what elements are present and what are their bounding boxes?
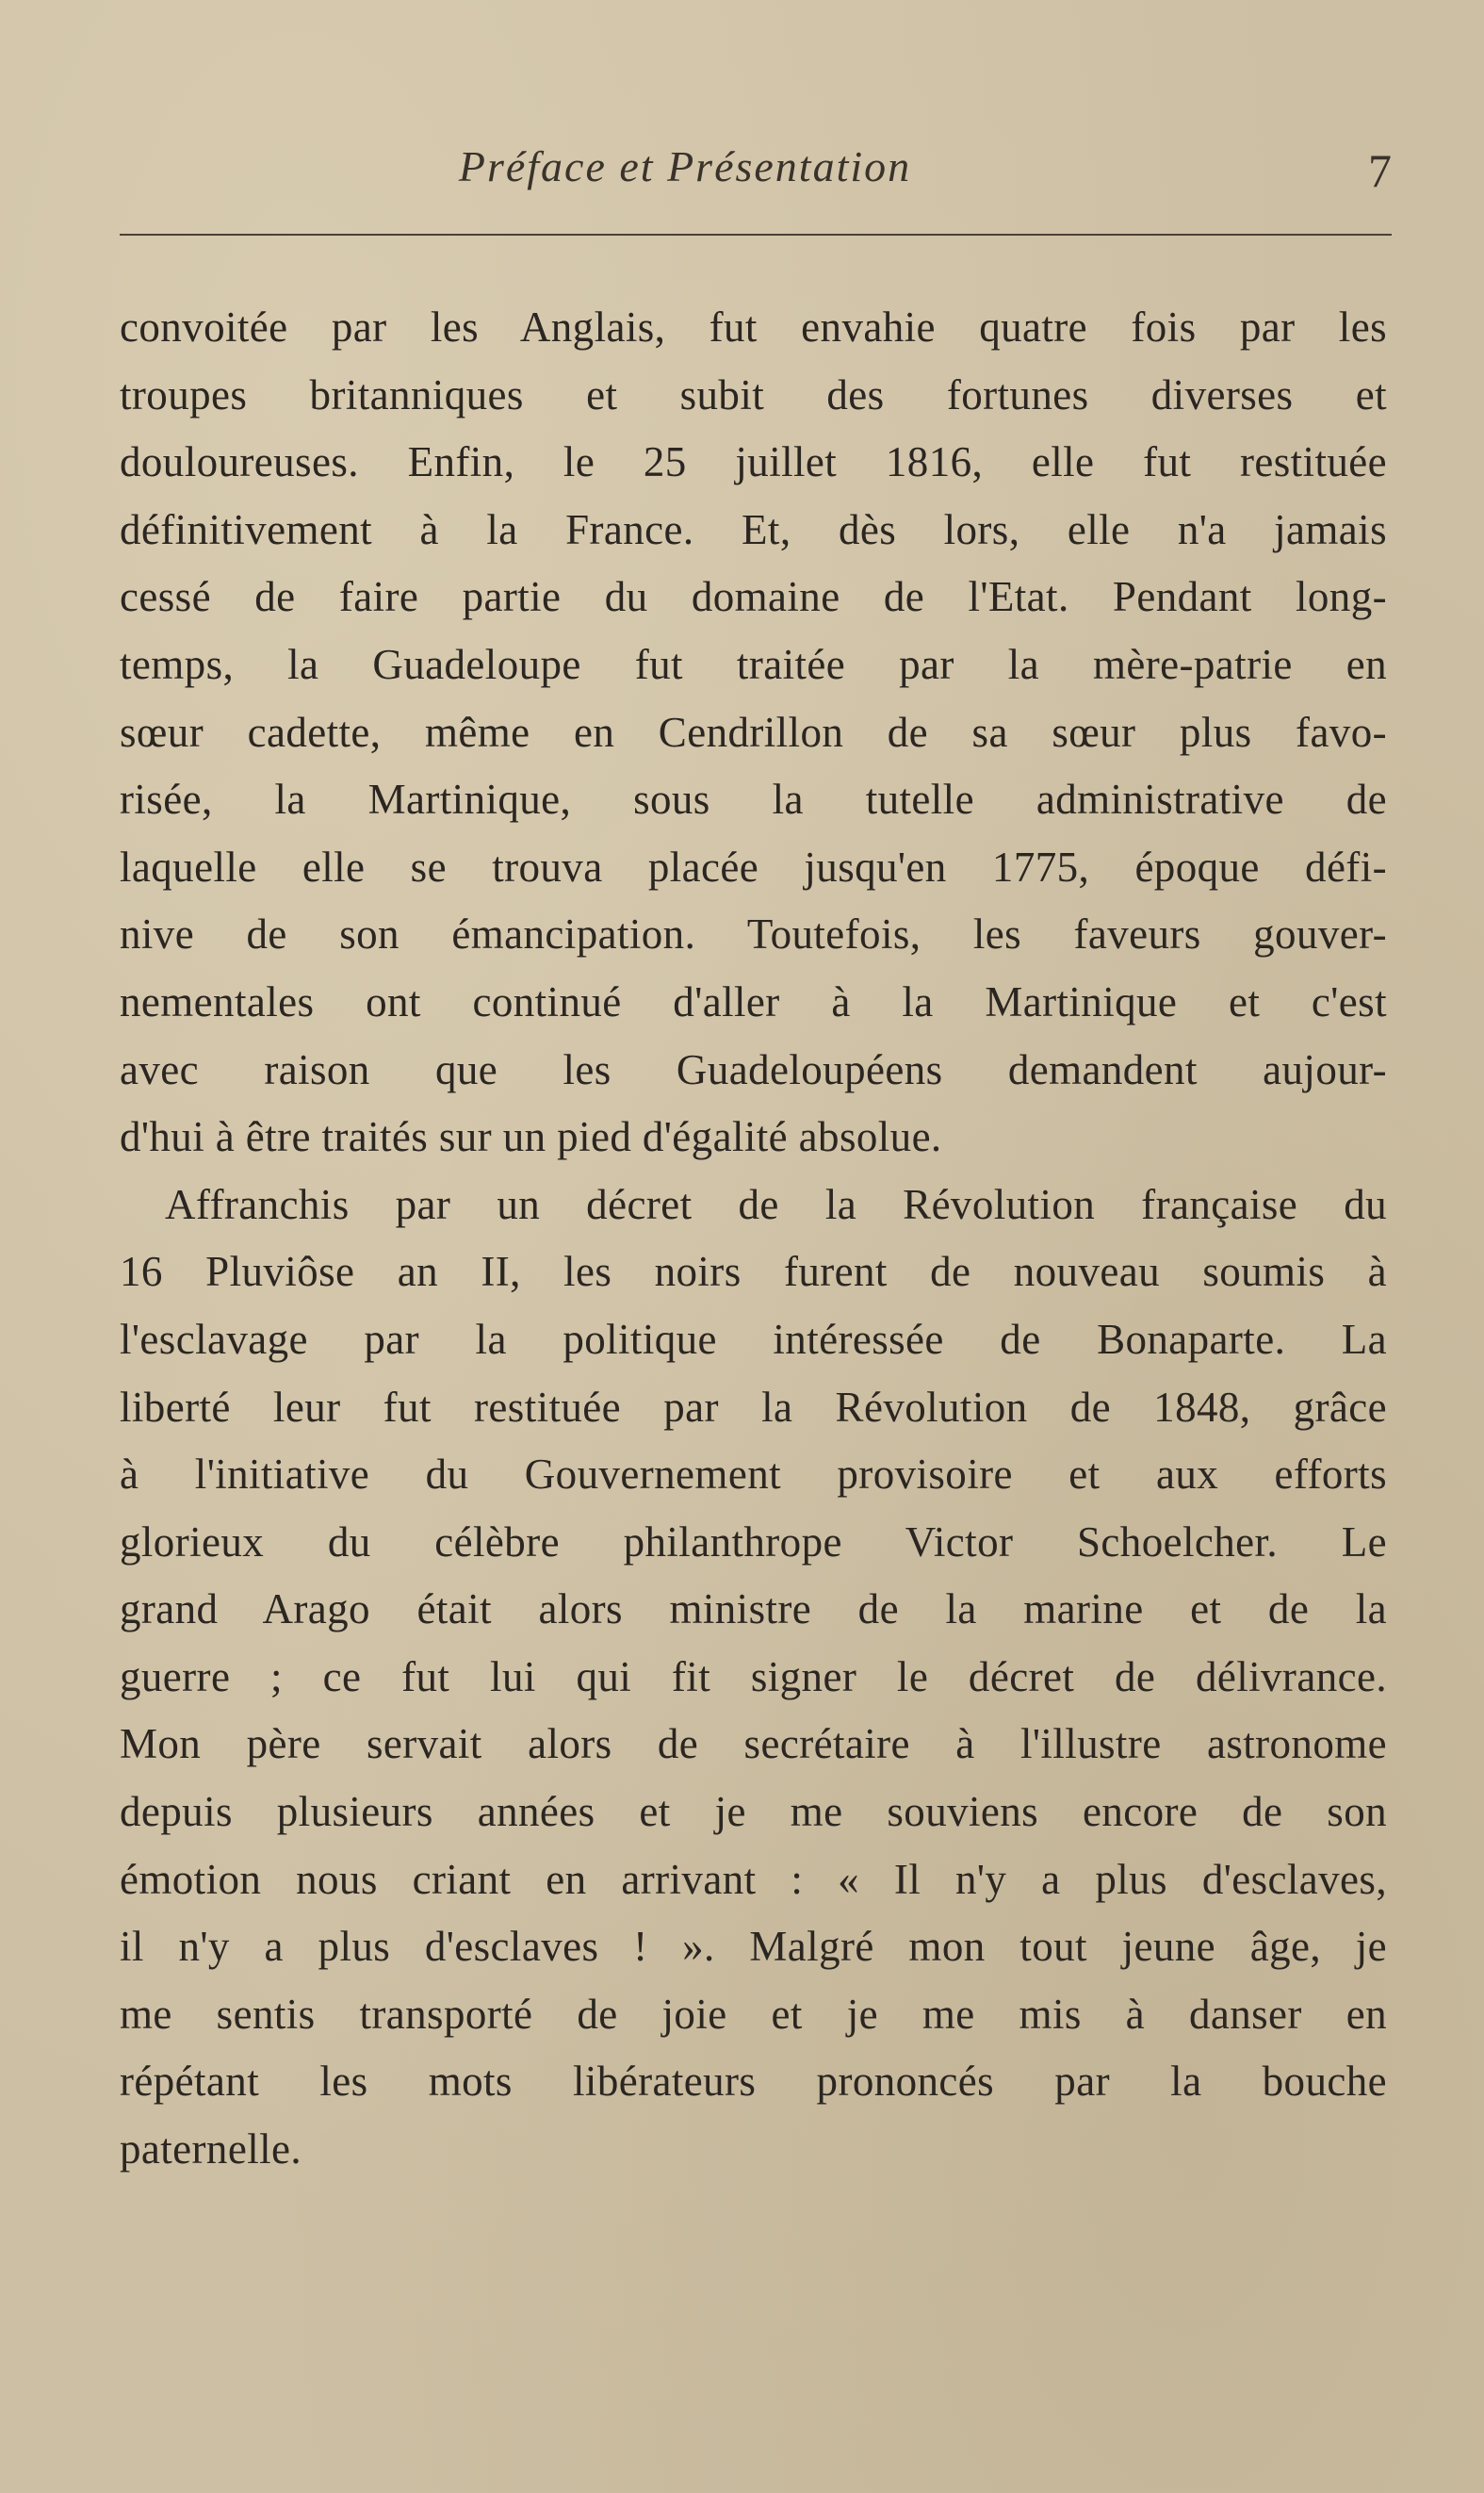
text-line: liberté leur fut restituée par la Révolution de 1848, grâce: [120, 1383, 1387, 1431]
text-line: définitivement à la France. Et, dès lors, elle n'a jamais: [120, 505, 1387, 553]
text-line: cessé de faire partie du domaine de l'Etat. Pendant long-: [120, 573, 1387, 621]
text-line: répétant les mots libérateurs prononcés par la bouche: [120, 2058, 1387, 2106]
body-text: [120, 294, 1387, 2184]
text-line: laquelle elle se trouva placée jusqu'en 1775, époque défi-: [120, 843, 1387, 891]
text-line: guerre ; ce fut lui qui fit signer le décret de délivrance.: [120, 1652, 1387, 1700]
text-line: l'esclavage par la politique intéressée de Bonaparte. La: [120, 1315, 1387, 1363]
text-line: convoitée par les Anglais, fut envahie quatre fois par les: [120, 303, 1387, 351]
text-line: risée, la Martinique, sous la tutelle administrative de: [120, 776, 1387, 824]
page-number: 7: [1368, 144, 1392, 197]
paragraph-1: [120, 294, 1387, 1172]
text-line: temps, la Guadeloupe fut traitée par la mère-patrie en: [120, 640, 1387, 688]
text-line: à l'initiative du Gouvernement provisoire et aux efforts: [120, 1451, 1387, 1499]
text-line: il n'y a plus d'esclaves ! ». Malgré mon tout jeune âge, je: [120, 1923, 1387, 1971]
text-line: avec raison que les Guadeloupéens demandent aujour-: [120, 1045, 1387, 1093]
text-line: paternelle.: [120, 2125, 302, 2173]
running-head: [120, 141, 1392, 207]
text-line: d'hui à être traités sur un pied d'égalité absolue.: [120, 1113, 942, 1161]
text-line: Mon père servait alors de secrétaire à l'illustre astronome: [120, 1720, 1387, 1768]
text-line: grand Arago était alors ministre de la marine et de la: [120, 1585, 1387, 1633]
text-line: glorieux du célèbre philanthrope Victor Schoelcher. Le: [120, 1517, 1387, 1566]
running-title: Préface et Présentation: [458, 142, 912, 190]
text-line: douloureuses. Enfin, le 25 juillet 1816, elle fut restituée: [120, 438, 1387, 486]
paragraph-2: [120, 1172, 1387, 2184]
text-line: sœur cadette, même en Cendrillon de sa sœur plus favo-: [120, 708, 1387, 756]
text-line: 16 Pluviôse an II, les noirs furent de nouveau soumis à: [120, 1248, 1387, 1296]
text-line: depuis plusieurs années et je me souviens encore de son: [120, 1788, 1387, 1836]
text-line: me sentis transporté de joie et je me mis à danser en: [120, 1990, 1387, 2038]
header-rule: [120, 234, 1392, 236]
text-line: nive de son émancipation. Toutefois, les faveurs gouver-: [120, 910, 1387, 959]
text-line: troupes britanniques et subit des fortunes diverses et: [120, 370, 1387, 418]
text-line: émotion nous criant en arrivant : « Il n'y a plus d'esclaves,: [120, 1855, 1387, 1903]
text-line: nementales ont continué d'aller à la Martinique et c'est: [120, 977, 1387, 1025]
text-line: Affranchis par un décret de la Révolution française du: [165, 1180, 1387, 1228]
